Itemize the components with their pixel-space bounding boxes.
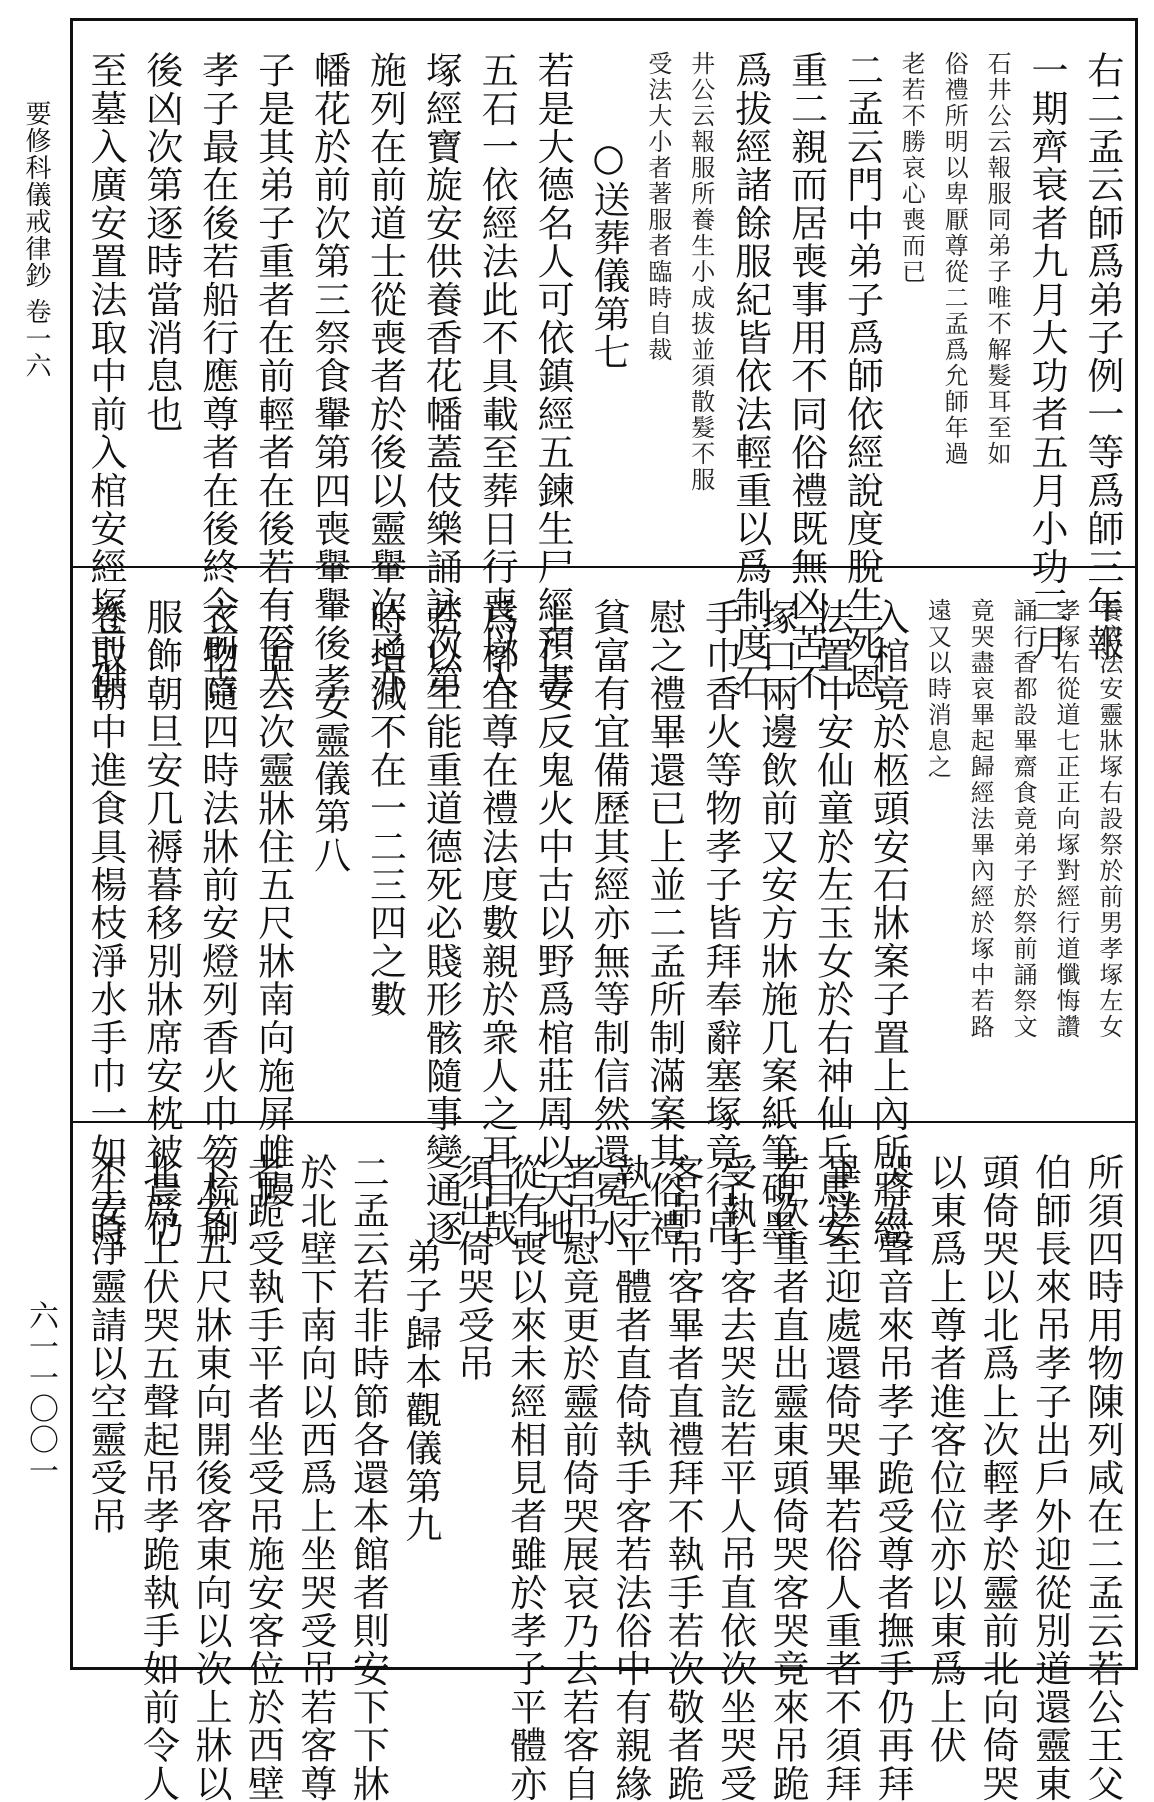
- text-column: 下安五尺牀東向開後客東向以次上牀以: [188, 1153, 232, 1802]
- text-column: 須出倚哭受吊: [451, 1153, 495, 1383]
- text-column: 所須四時用物陳列咸在二孟云若公王父: [1080, 1153, 1124, 1802]
- text-column: 爲槨宜尊在禮法度數親於衆人之耳目哉: [475, 598, 519, 1248]
- register-middle: [73, 566, 1135, 1248]
- section-title: 安靈儀第八: [307, 683, 351, 874]
- text-column: 若次重者直出靈東頭倚哭客哭竟來吊跪: [766, 1153, 810, 1802]
- text-column: 竟哭盡哀畢起歸經法畢內經於塚中若路: [966, 598, 995, 1040]
- page-margin: [0, 0, 70, 1689]
- text-column: 後凶次第逐時當消息也: [139, 51, 183, 433]
- text-column: 手巾香火等物孝子皆拜奉辭塞塚竟行吊: [698, 598, 742, 1248]
- text-column: 右二孟云師爲弟子例一等爲師三年報: [1080, 51, 1124, 663]
- text-column: 幡花於前次第三祭食轝第四喪轝轝後孝: [307, 51, 351, 701]
- page-number: 六一一〇〇一: [23, 1300, 58, 1486]
- text-column: 子是其弟子重者在前輕者在後若有俗人: [251, 51, 295, 701]
- text-column: 老若不勝哀心喪而已: [897, 51, 926, 285]
- column-group: [84, 598, 1123, 1248]
- text-column: 五石一依經法此不具載至葬日行喪以入: [475, 51, 519, 701]
- text-column: 時增減不在一二三四之數: [363, 598, 407, 1019]
- text-column: 俗禮所明以卑厭尊從二孟爲允師年過: [940, 51, 969, 467]
- text-column: 於北壁下南向以西爲上坐哭受吊若客尊: [293, 1153, 337, 1802]
- text-column: 以東爲上尊者進客位位亦以東爲上伏: [923, 1153, 967, 1765]
- text-column: 塚口兩邊飲前又安方牀施几案紙筆硯墨: [754, 598, 798, 1248]
- text-column: 哭五聲音來吊孝子跪受尊者撫手仍再拜: [871, 1153, 915, 1802]
- text-column: 客吊吊客畢者直禮拜不執手若次敬者跪: [661, 1153, 705, 1802]
- column-group: [84, 1153, 1124, 1802]
- text-column: 若以生能重道德死必賤形骸隨事變通逐: [419, 598, 463, 1248]
- book-title: 要修科儀戒律鈔 卷一六: [21, 100, 51, 380]
- text-column: 上仁安反鬼火中古以野爲棺莊周以天地: [531, 598, 575, 1248]
- text-column: 井公云報服所養生小成拔並須散髮不服: [686, 51, 715, 493]
- page-frame: [70, 18, 1138, 1802]
- text-column: 衣物隨四時法牀前安燈列香火巾笏梳刷: [195, 598, 239, 1248]
- text-column: 卷取朝中進食具楊枝淨水手巾一如生時: [84, 598, 127, 1248]
- text-column: 貧富有宜備歷其經亦無等制信然還冕水: [587, 598, 631, 1248]
- text-column: 重二親而居喪事用不同俗禮既無凶苦不: [784, 51, 828, 701]
- register-bottom: [73, 1121, 1135, 1802]
- section-title: ○送葬儀第七: [587, 136, 631, 372]
- section-title: 弟子歸本觀儀第九: [398, 1238, 442, 1544]
- text-column: 伯師長來吊孝子出戶外迎從別道還靈東: [1028, 1153, 1072, 1802]
- text-column: 頭倚哭以北爲上次輕孝於靈前北向倚哭: [975, 1153, 1019, 1802]
- text-column: 若是大德名人可依鎮經五鍊生尸經預書: [531, 51, 575, 701]
- text-column: 一期齊衰者九月大功者五月小功三月: [1025, 51, 1069, 663]
- text-column: 施列在前道士從喪者於後以靈轝次之亦: [363, 51, 407, 701]
- text-column: 北爲上伏哭五聲起吊孝跪執手如前令人: [136, 1153, 180, 1802]
- text-column: 從有喪以來未經相見者雖於孝子平體亦: [503, 1153, 547, 1802]
- text-column: 誦行香都設畢齋食竟弟子於祭前誦祭文: [1009, 598, 1038, 1040]
- text-column: 受法大小者著服者臨時自裁: [643, 51, 672, 363]
- text-column: 爲拔經諸餘服紀皆依法輕重以爲制度石: [728, 51, 772, 701]
- text-column: 服飾朝旦安几褥暮移別牀席安枕被晨仍: [139, 598, 183, 1248]
- text-column: 慰之禮畢還已上並二孟所制滿案其俗禮: [642, 598, 686, 1248]
- text-column: 至墓入廣安置法取中前入棺安經塚前供: [84, 51, 127, 701]
- text-column: 塚經寶旋安供養香花幡蓋伎樂誦詠次第: [419, 51, 463, 701]
- text-column: 二孟云次靈牀住五尺牀南向施屏帷幔: [251, 598, 295, 1210]
- text-column: 養依法安靈牀塚右設祭於前男孝塚左女: [1094, 598, 1123, 1040]
- text-column: 石井公云報服同弟子唯不解髮耳至如: [983, 51, 1012, 467]
- text-column: 法置中安仙童於左玉女於右神仙兵馬安: [810, 598, 854, 1248]
- text-column: 執手平體者直倚執手客若法俗中有親緣: [608, 1153, 652, 1802]
- text-column: 畢送至迎處還倚哭畢若俗人重者不須拜: [818, 1153, 862, 1802]
- text-column: 者跪受執手平者坐受吊施安客位於西壁: [241, 1153, 285, 1802]
- text-column: 二孟云門中弟子爲師依經說度脫生死恩: [840, 51, 884, 701]
- text-column: 孝子最在後若船行應尊者在後終令前吉: [195, 51, 239, 701]
- text-column: 者吊慰竟更於靈前倚哭展哀乃去若客自: [556, 1153, 600, 1802]
- text-column: 二孟云若非時節各還本館者則安下下牀: [346, 1153, 390, 1802]
- text-column: 孝塚右從道七正正向塚對經行道懺悔讚: [1052, 598, 1081, 1040]
- text-column: 不安淨靈請以空靈受吊: [84, 1153, 127, 1535]
- text-column: 受執手客去哭訖若平人吊直依次坐哭受: [713, 1153, 757, 1802]
- text-column: 遠又以時消息之: [923, 598, 952, 780]
- text-column: 入棺竟於柩頭安石牀案子置上內所將經: [866, 598, 910, 1248]
